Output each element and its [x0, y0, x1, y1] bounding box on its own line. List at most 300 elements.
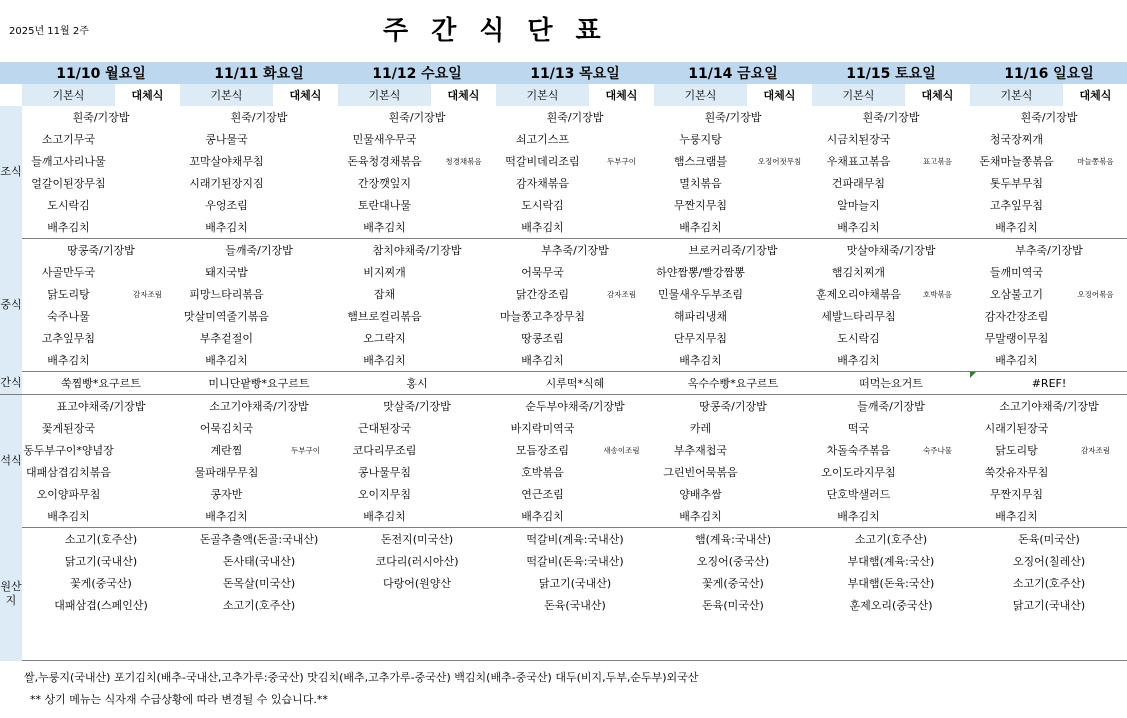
alt-dish	[431, 349, 496, 372]
main-dish: 도시락김	[47, 199, 90, 212]
main-dish: 단호박샐러드	[826, 488, 891, 501]
alt-dish	[747, 305, 812, 327]
origin-cell: 닭고기(국내산)	[1012, 599, 1086, 612]
main-dish: 들깨고사리나물	[31, 155, 106, 168]
main-dish: 떡갈비데리조림	[505, 155, 580, 168]
origin-cell: 부대햄(계육:국산)	[847, 555, 935, 568]
alt-dish	[747, 128, 812, 150]
day-header: 11/16 일요일	[970, 62, 1127, 84]
main-dish: 콩나물무침	[357, 466, 412, 479]
main-dish: 어묵김치국	[199, 422, 254, 435]
main-dish: 감자채볶음	[515, 177, 570, 190]
alt-dish	[589, 483, 654, 505]
alt-dish: 마늘쫑볶음	[1077, 156, 1114, 166]
origin-cell: 오징어(칠레산)	[1012, 555, 1086, 568]
main-dish: 꼬막살야채무침	[189, 155, 264, 168]
main-dish: 배추김치	[338, 349, 431, 372]
breakfast-menu-row	[0, 216, 1127, 239]
alt-dish	[905, 194, 970, 216]
alt-dish: 오징어젓무침	[757, 156, 802, 166]
main-dish: 닭도리탕	[995, 444, 1038, 457]
origin-row	[0, 616, 1127, 638]
main-dish: 근대된장국	[357, 422, 412, 435]
alt-dish	[1063, 261, 1127, 283]
alt-dish	[431, 305, 496, 327]
main-dish: 햄김치찌개	[831, 266, 886, 279]
alt-dish	[905, 417, 970, 439]
alt-dish	[273, 194, 338, 216]
dinner-menu-row	[0, 483, 1127, 505]
alt-dish: 청경채볶음	[445, 156, 482, 166]
lunch-menu-row	[0, 349, 1127, 372]
main-dish: 연근조림	[521, 488, 564, 501]
main-dish: 피망느타리볶음	[189, 288, 264, 301]
alt-meal-label: 대체식	[431, 84, 496, 106]
main-dish: 오그락지	[363, 332, 406, 345]
main-meal-label: 기본식	[812, 84, 905, 106]
alt-dish	[115, 305, 180, 327]
alt-dish	[1063, 128, 1127, 150]
alt-dish	[431, 505, 496, 528]
alt-dish	[747, 417, 812, 439]
origin-cell	[338, 638, 496, 661]
porridge-cell: 흰죽/기장밥	[230, 111, 288, 124]
alt-dish	[115, 194, 180, 216]
origin-cell: 소고기(호주산)	[64, 533, 138, 546]
main-dish: 쑥갓유자무침	[984, 466, 1049, 479]
alt-dish	[431, 439, 496, 461]
dinner-menu-row	[0, 505, 1127, 528]
alt-dish	[115, 327, 180, 349]
cell-comment-marker	[970, 372, 976, 378]
alt-dish	[273, 305, 338, 327]
origin-cell: 소고기(호주산)	[854, 533, 928, 546]
main-dish: 무짠지무침	[989, 488, 1044, 501]
breakfast-section-label: 조식	[0, 106, 22, 239]
alt-dish	[273, 172, 338, 194]
origin-cell: 부대햄(돈육:국산)	[847, 577, 935, 590]
breakfast-menu-row	[0, 150, 1127, 172]
main-dish: 호박볶음	[521, 466, 564, 479]
day-header: 11/13 목요일	[496, 62, 654, 84]
meal-type-row	[0, 84, 1127, 106]
main-dish: 숙주나물	[47, 310, 90, 323]
origin-cell: 소고기(호주산)	[222, 599, 296, 612]
main-dish: 오이지무침	[357, 488, 412, 501]
origin-cell: 닭고기(국내산)	[64, 555, 138, 568]
breakfast-porridge-row	[0, 106, 1127, 128]
lunch-porridge-row	[0, 239, 1127, 262]
dinner-menu-row	[0, 439, 1127, 461]
main-dish: 시금치된장국	[826, 133, 891, 146]
change-notice: ** 상기 메뉴는 식자재 수급상황에 따라 변경될 수 있습니다.**	[30, 693, 328, 706]
alt-dish: 오징어볶음	[1077, 289, 1114, 299]
breakfast-menu-row	[0, 128, 1127, 150]
alt-dish	[905, 505, 970, 528]
origin-cell	[812, 638, 970, 661]
lunch-menu-row	[0, 283, 1127, 305]
alt-dish	[905, 216, 970, 239]
main-dish: 부추재첩국	[673, 444, 728, 457]
main-meal-label: 기본식	[496, 84, 589, 106]
main-dish: 그린빈어묵볶음	[663, 466, 738, 479]
alt-dish	[115, 461, 180, 483]
origin-cell: 오징어(중국산)	[696, 555, 770, 568]
breakfast-menu-row	[0, 172, 1127, 194]
porridge-cell: 흰죽/기장밥	[1020, 111, 1078, 124]
main-dish: 배추김치	[338, 505, 431, 528]
alt-dish	[589, 128, 654, 150]
alt-dish	[905, 305, 970, 327]
main-dish: 우엉조림	[205, 199, 248, 212]
porridge-cell: 흰죽/기장밥	[388, 111, 446, 124]
main-dish: 배추김치	[338, 216, 431, 239]
corner-cell	[0, 62, 22, 84]
porridge-cell: 소고기야채죽/기장밥	[999, 400, 1099, 413]
alt-meal-label: 대체식	[747, 84, 812, 106]
alt-meal-label: 대체식	[1063, 84, 1127, 106]
main-dish: 단무지무침	[673, 332, 728, 345]
main-dish: 무짠지무침	[673, 199, 728, 212]
alt-dish	[905, 172, 970, 194]
alt-dish	[431, 261, 496, 283]
snack-cell: 홍시	[338, 372, 496, 395]
main-dish: 해파리냉채	[673, 310, 728, 323]
main-dish: 고추잎무침	[989, 199, 1044, 212]
main-dish: 간장깻잎지	[357, 177, 412, 190]
alt-dish	[273, 261, 338, 283]
origin-cell: 돈사태(국내산)	[222, 555, 296, 568]
alt-dish	[273, 128, 338, 150]
main-dish: 어묵무국	[521, 266, 564, 279]
main-dish: 콩자반	[210, 488, 243, 501]
main-dish: 떡국	[847, 422, 870, 435]
alt-dish	[431, 128, 496, 150]
main-dish: 토란대나물	[357, 199, 412, 212]
main-dish: 땅콩조림	[521, 332, 564, 345]
porridge-cell: 들깨죽/기장밥	[857, 400, 925, 413]
main-dish: 닭간장조림	[515, 288, 570, 301]
alt-dish	[1063, 172, 1127, 194]
main-dish: 배추김치	[812, 349, 905, 372]
main-dish: 모듬장조림	[515, 444, 570, 457]
alt-dish	[747, 439, 812, 461]
main-dish: 배추김치	[970, 216, 1063, 239]
origin-row	[0, 594, 1127, 616]
alt-dish: 새송이조림	[603, 445, 640, 455]
dinner-section-label: 석식	[0, 395, 22, 528]
corner-cell	[0, 84, 22, 106]
alt-meal-label: 대체식	[273, 84, 338, 106]
alt-dish: 감자조림	[607, 289, 636, 299]
main-dish: 도시락김	[521, 199, 564, 212]
origin-row	[0, 550, 1127, 572]
main-dish: 하얀짬뽕/빨강짬뽕	[656, 266, 745, 279]
main-dish: 쇠고기스프	[515, 133, 570, 146]
origin-cell	[338, 594, 496, 616]
alt-dish	[747, 194, 812, 216]
alt-dish	[273, 417, 338, 439]
main-dish: 돈채마늘쫑볶음	[979, 155, 1054, 168]
main-dish: 알마늘지	[837, 199, 880, 212]
porridge-cell: 맛살죽/기장밥	[383, 400, 451, 413]
main-dish: 도시락김	[837, 332, 880, 345]
alt-dish: 두부구이	[607, 156, 636, 166]
main-dish: 부추겉절이	[199, 332, 254, 345]
origin-cell	[496, 638, 654, 661]
alt-dish	[115, 172, 180, 194]
main-dish: 우채표고볶음	[826, 155, 891, 168]
main-dish: 민물새우무국	[352, 133, 417, 146]
alt-dish	[589, 172, 654, 194]
main-dish: 시래기된장국	[984, 422, 1049, 435]
alt-dish	[589, 327, 654, 349]
alt-dish	[589, 261, 654, 283]
lunch-menu-row	[0, 305, 1127, 327]
alt-dish	[431, 283, 496, 305]
main-dish: 배추김치	[970, 505, 1063, 528]
alt-dish	[1063, 216, 1127, 239]
porridge-cell: 땅콩죽/기장밥	[699, 400, 767, 413]
main-dish: 멸치볶음	[679, 177, 722, 190]
dinner-menu-row	[0, 417, 1127, 439]
alt-dish	[431, 461, 496, 483]
main-meal-label: 기본식	[654, 84, 747, 106]
dinner-porridge-row	[0, 395, 1127, 418]
snack-cell: #REF!	[970, 372, 1127, 395]
main-dish: 얼갈이된장무침	[31, 177, 106, 190]
main-dish: 차돌숙주볶음	[826, 444, 891, 457]
menu-table	[0, 62, 1127, 661]
snack-cell: 옥수수빵*요구르트	[654, 372, 812, 395]
week-label: 2025년 11월 2주	[9, 26, 89, 37]
alt-dish	[905, 327, 970, 349]
origin-cell	[496, 616, 654, 638]
alt-dish	[747, 261, 812, 283]
alt-dish	[589, 305, 654, 327]
main-dish: 감자간장조림	[984, 310, 1049, 323]
origin-cell: 돈골추출액(돈골:국내산)	[199, 533, 319, 546]
main-dish: 배추김치	[180, 216, 273, 239]
main-dish: 건파래무침	[831, 177, 886, 190]
porridge-cell: 맛살야채죽/기장밥	[846, 244, 936, 257]
main-dish: 누룽지탕	[679, 133, 722, 146]
alt-dish	[905, 261, 970, 283]
origin-cell: 돈육(미국산)	[702, 599, 764, 612]
alt-dish	[431, 172, 496, 194]
main-dish: 들깨미역국	[989, 266, 1044, 279]
main-dish: 마늘쫑고추장무침	[499, 310, 585, 323]
alt-dish	[747, 327, 812, 349]
origin-footnote: 쌀,누룽지(국내산) 포기김치(배추-국내산,고추가루:중국산) 맛김치(배추,고추가루-중국산) 백김치(배추-중국산) 대두(비지,두부,순두부)외국산	[24, 671, 699, 684]
main-dish: 코다리무조림	[352, 444, 417, 457]
main-dish: 세발느타리무침	[821, 310, 896, 323]
alt-dish	[115, 261, 180, 283]
main-dish: 바지락미역국	[510, 422, 575, 435]
alt-dish	[1063, 417, 1127, 439]
main-dish: 동두부구이*양념장	[23, 444, 114, 457]
alt-dish	[747, 461, 812, 483]
alt-dish	[115, 439, 180, 461]
alt-dish: 두부구이	[291, 445, 320, 455]
origin-cell: 떡갈비(계육:국내산)	[526, 533, 624, 546]
porridge-cell: 들깨죽/기장밥	[225, 244, 293, 257]
alt-dish	[273, 150, 338, 172]
porridge-cell: 부추죽/기장밥	[541, 244, 609, 257]
main-dish: 훈제오리야채볶음	[815, 288, 901, 301]
main-dish: 배추김치	[812, 216, 905, 239]
main-dish: 오이양파무침	[36, 488, 101, 501]
porridge-cell: 참치야채죽/기장밥	[372, 244, 462, 257]
origin-cell: 훈제오리(중국산)	[849, 599, 933, 612]
snack-cell: 쑥찜빵*요구르트	[22, 372, 180, 395]
main-dish: 배추김치	[22, 349, 115, 372]
alt-dish	[1063, 305, 1127, 327]
snack-row	[0, 372, 1127, 395]
alt-dish: 감자조림	[133, 289, 162, 299]
alt-dish	[1063, 505, 1127, 528]
origin-cell	[654, 638, 812, 661]
alt-dish	[747, 216, 812, 239]
main-dish: 오삼불고기	[989, 288, 1044, 301]
alt-dish	[115, 505, 180, 528]
alt-dish	[431, 216, 496, 239]
alt-dish	[1063, 327, 1127, 349]
alt-dish	[273, 327, 338, 349]
porridge-cell: 흰죽/기장밥	[862, 111, 920, 124]
porridge-cell: 부추죽/기장밥	[1015, 244, 1083, 257]
porridge-cell: 흰죽/기장밥	[546, 111, 604, 124]
origin-section-label: 원산지	[0, 528, 22, 661]
main-dish: 배추김치	[654, 349, 747, 372]
origin-cell	[970, 616, 1127, 638]
day-header: 11/11 화요일	[180, 62, 338, 84]
main-dish: 배추김치	[180, 505, 273, 528]
alt-dish	[115, 150, 180, 172]
origin-cell: 소고기(호주산)	[1012, 577, 1086, 590]
alt-dish	[1063, 483, 1127, 505]
alt-dish	[589, 216, 654, 239]
origin-cell	[180, 638, 338, 661]
lunch-menu-row	[0, 261, 1127, 283]
main-meal-label: 기본식	[338, 84, 431, 106]
alt-dish	[273, 461, 338, 483]
alt-dish	[747, 349, 812, 372]
day-header: 11/15 토요일	[812, 62, 970, 84]
main-dish: 무말랭이무침	[984, 332, 1049, 345]
alt-dish	[589, 194, 654, 216]
origin-row	[0, 572, 1127, 594]
origin-cell: 돈전지(미국산)	[380, 533, 454, 546]
alt-dish	[905, 483, 970, 505]
alt-dish	[589, 417, 654, 439]
main-dish: 배추김치	[654, 505, 747, 528]
alt-dish: 감자조림	[1081, 445, 1110, 455]
breakfast-menu-row	[0, 194, 1127, 216]
day-header: 11/12 수요일	[338, 62, 496, 84]
main-meal-label: 기본식	[970, 84, 1063, 106]
origin-row	[0, 528, 1127, 551]
origin-cell	[970, 638, 1127, 661]
origin-cell: 돈육(국내산)	[544, 599, 606, 612]
alt-dish	[431, 483, 496, 505]
alt-dish: 숙주나물	[923, 445, 952, 455]
main-dish: 배추김치	[812, 505, 905, 528]
main-dish: 청국장찌개	[989, 133, 1044, 146]
main-dish: 햄브로컬리볶음	[347, 310, 422, 323]
main-dish: 계란찜	[210, 444, 243, 457]
main-dish: 양배추쌈	[679, 488, 722, 501]
main-dish: 콩나물국	[205, 133, 248, 146]
alt-dish: 호박볶음	[923, 289, 952, 299]
alt-meal-label: 대체식	[115, 84, 180, 106]
porridge-cell: 순두부야채죽/기장밥	[525, 400, 625, 413]
alt-dish	[273, 505, 338, 528]
main-dish: 고추잎무침	[41, 332, 96, 345]
lunch-section-label: 중식	[0, 239, 22, 372]
main-dish: 돈육청경채볶음	[347, 155, 422, 168]
alt-dish	[115, 483, 180, 505]
main-dish: 햄스크램블	[673, 155, 728, 168]
porridge-cell: 흰죽/기장밥	[704, 111, 762, 124]
origin-cell	[812, 616, 970, 638]
snack-cell: 떠먹는요거트	[812, 372, 970, 395]
main-dish: 배추김치	[22, 216, 115, 239]
main-dish: 맛살미역줄기볶음	[183, 310, 269, 323]
alt-dish	[905, 128, 970, 150]
porridge-cell: 흰죽/기장밥	[72, 111, 130, 124]
main-dish: 닭도리탕	[47, 288, 90, 301]
alt-dish	[905, 349, 970, 372]
origin-cell: 다랑어(원양산	[382, 577, 452, 590]
alt-dish	[273, 483, 338, 505]
snack-cell: 시루떡*식혜	[496, 372, 654, 395]
origin-cell: 돈육(미국산)	[1018, 533, 1080, 546]
origin-cell: 코다리(러시아산)	[375, 555, 459, 568]
alt-dish	[747, 483, 812, 505]
alt-dish	[1063, 461, 1127, 483]
alt-dish	[747, 283, 812, 305]
alt-dish	[1063, 349, 1127, 372]
main-dish: 소고기무국	[41, 133, 96, 146]
day-header: 11/10 월요일	[22, 62, 180, 84]
main-dish: 톳두부무침	[989, 177, 1044, 190]
alt-dish	[1063, 194, 1127, 216]
alt-dish	[747, 172, 812, 194]
main-dish: 오이도라지무침	[821, 466, 896, 479]
origin-cell	[654, 616, 812, 638]
main-dish: 민물새우두부조림	[657, 288, 743, 301]
main-dish: 배추김치	[180, 349, 273, 372]
alt-dish	[431, 327, 496, 349]
origin-cell: 돈목살(미국산)	[222, 577, 296, 590]
main-dish: 비지찌개	[363, 266, 406, 279]
main-dish: 배추김치	[22, 505, 115, 528]
main-dish: 잡채	[373, 288, 396, 301]
alt-dish	[273, 349, 338, 372]
origin-cell: 햄(계육:국내산)	[694, 533, 772, 546]
main-dish: 배추김치	[654, 216, 747, 239]
origin-cell	[22, 638, 180, 661]
dinner-menu-row	[0, 461, 1127, 483]
porridge-cell: 땅콩죽/기장밥	[67, 244, 135, 257]
main-dish: 배추김치	[496, 349, 589, 372]
main-dish: 배추김치	[496, 505, 589, 528]
lunch-menu-row	[0, 327, 1127, 349]
main-dish: 사골만두국	[41, 266, 96, 279]
origin-cell: 떡갈비(돈육:국내산)	[526, 555, 624, 568]
alt-dish	[747, 505, 812, 528]
